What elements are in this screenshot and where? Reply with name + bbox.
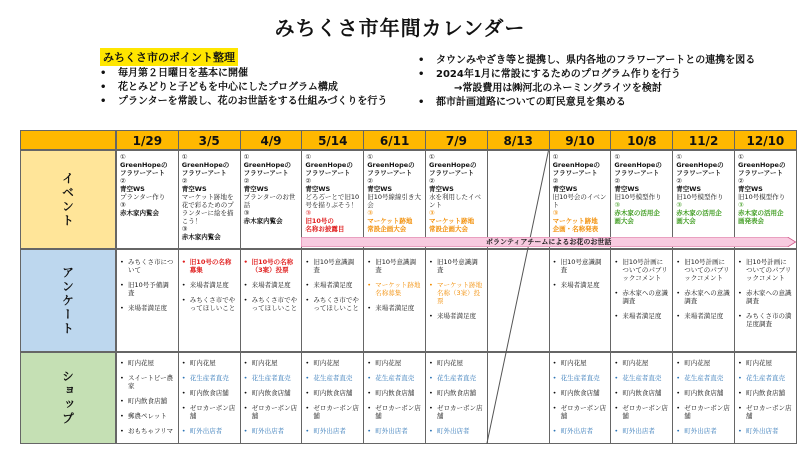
event-line: ② bbox=[243, 177, 250, 185]
event-line: ① bbox=[614, 153, 621, 161]
shop-item: • 町内飲食店舗 bbox=[182, 389, 237, 397]
date-header: 3/5 bbox=[178, 130, 241, 150]
event-line: フラワーアート bbox=[738, 169, 783, 177]
event-line: 赤木家内覧会 bbox=[120, 209, 159, 217]
enquete-item: • 旧10号意識調査 bbox=[429, 258, 484, 274]
event-line: フラワーアート bbox=[181, 169, 227, 177]
point-subitem: →常設費用は㈱河北のネーミングライツを検討 bbox=[454, 83, 662, 94]
shop-item: • スイートピー農家 bbox=[120, 374, 175, 390]
shop-item: • ゼロカーボン店舗 bbox=[305, 404, 360, 420]
enquete-item: • 旧10号計画についてのパブリックコメント bbox=[738, 258, 793, 282]
shop-item: • 町内飲食店舗 bbox=[367, 389, 422, 397]
strike-line bbox=[487, 150, 549, 444]
event-line: ② bbox=[120, 177, 126, 185]
event-line: フラワーアート bbox=[552, 169, 598, 177]
event-line: ① bbox=[367, 153, 374, 161]
event-line: ① bbox=[429, 153, 435, 161]
shop-item: • 町外出店者 bbox=[429, 427, 484, 435]
event-line: ① bbox=[552, 153, 559, 161]
event-line: ① bbox=[243, 153, 250, 161]
event-line: GreenHopeの bbox=[552, 161, 601, 169]
event-line: GreenHopeの bbox=[614, 161, 662, 169]
points-heading: みちくさ市のポイント整理 bbox=[100, 48, 238, 66]
event-line: フラワーアート bbox=[676, 169, 722, 177]
event-line: フラワーアート bbox=[305, 169, 351, 177]
date-header: 8/13 bbox=[487, 130, 550, 150]
event-line: ③ bbox=[738, 201, 744, 209]
event-line: ③ bbox=[614, 201, 621, 209]
event-line: ② bbox=[676, 177, 683, 185]
shop-item: • 町外出店者 bbox=[244, 427, 299, 435]
event-line: ② bbox=[305, 177, 312, 185]
event-line: ③ bbox=[429, 209, 435, 217]
shop-item: • 町外出店者 bbox=[182, 427, 237, 435]
event-line: GreenHopeの bbox=[367, 161, 415, 169]
shop-item: • 町内花屋 bbox=[120, 359, 175, 367]
row-label-text: ショップ bbox=[60, 370, 75, 426]
enquete-item: • 来場者満足度 bbox=[367, 304, 422, 312]
event-line: GreenHopeの bbox=[181, 161, 230, 169]
enquete-item: • 来場者満足度 bbox=[676, 312, 731, 320]
shop-item: • ゼロカーボン店舗 bbox=[429, 404, 484, 420]
event-line: 青空WS bbox=[120, 185, 145, 193]
enquete-item: • 旧10号の名称（3案）投票 bbox=[244, 258, 299, 274]
event-line: 青空WS bbox=[181, 185, 207, 193]
event-line: ① bbox=[181, 153, 188, 161]
shop-item: • ゼロカーボン店舗 bbox=[614, 404, 669, 420]
event-line: 名称お披露目 bbox=[305, 225, 345, 233]
event-line: ② bbox=[738, 177, 744, 185]
shop-item: • ゼロカーボン店舗 bbox=[676, 404, 731, 420]
shop-item: • 町内花屋 bbox=[429, 359, 484, 367]
event-line: 旧10号模型作り bbox=[676, 193, 724, 201]
event-line: 画大会 bbox=[676, 217, 696, 225]
shop-item: • ゼロカーボン店舗 bbox=[367, 404, 422, 420]
event-line: 常設企画大会 bbox=[367, 225, 407, 233]
event-line: 画大会 bbox=[614, 217, 634, 225]
enquete-item: • みちくさ市の満足度調査 bbox=[738, 312, 793, 328]
shop-item: • ゼロカーボン店舗 bbox=[182, 404, 237, 420]
shop-item: • 町内飲食店舗 bbox=[738, 389, 793, 397]
calendar-table bbox=[20, 130, 796, 444]
shop-item: • 町内花屋 bbox=[676, 359, 731, 367]
volunteer-banner bbox=[301, 237, 796, 247]
event-line: ① bbox=[738, 153, 744, 161]
event-line: GreenHopeの bbox=[120, 161, 168, 169]
point-item: • 花とみどりと子どもを中心にしたプログラム構成 bbox=[100, 81, 387, 95]
shop-item: • 町内花屋 bbox=[305, 359, 360, 367]
event-line: ② bbox=[367, 177, 374, 185]
date-header: 5/14 bbox=[301, 130, 364, 150]
event-line: 赤木家内覧会 bbox=[181, 233, 221, 241]
shop-item: • 町内花屋 bbox=[553, 359, 608, 367]
event-line: 旧10号の bbox=[305, 217, 334, 225]
point-item: • プランターを常設し、花のお世話をする仕組みづくりを行う bbox=[100, 95, 387, 109]
event-line: 青空WS bbox=[243, 185, 269, 193]
event-line: 画発表会 bbox=[738, 217, 764, 225]
enquete-item: • 旧10号の名称募集 bbox=[182, 258, 237, 274]
event-line: 赤木家の活用企 bbox=[676, 209, 722, 217]
enquete-item: • 旧10号意識調査 bbox=[367, 258, 422, 274]
enquete-item: • 赤木家への意識調査 bbox=[676, 289, 731, 305]
event-line: 青空WS bbox=[429, 185, 454, 193]
date-header: 4/9 bbox=[240, 130, 303, 150]
event-line: ① bbox=[120, 153, 126, 161]
shop-item: • 町内飲食店舗 bbox=[120, 397, 175, 405]
enquete-item: • 来場者満足度 bbox=[244, 281, 299, 289]
shop-item: • 郵農ペレット bbox=[120, 412, 175, 420]
event-line: ① bbox=[305, 153, 312, 161]
shop-item: • 町外出店者 bbox=[553, 427, 608, 435]
event-line: どろろ゙ーとで旧10号を描りぶそう！ bbox=[305, 193, 360, 209]
event-line: 水を利用したイベント bbox=[429, 193, 481, 209]
shop-item: • 町内花屋 bbox=[182, 359, 237, 367]
shop-item: • 町内花屋 bbox=[614, 359, 669, 367]
enquete-item: • 赤木家への意識調査 bbox=[614, 289, 669, 305]
shop-item: • 花生産者直売 bbox=[367, 374, 422, 382]
enquete-item: • 旧10号意識調査 bbox=[553, 258, 608, 274]
date-header: 6/11 bbox=[363, 130, 426, 150]
date-header: 10/8 bbox=[610, 130, 673, 150]
event-line: 青空WS bbox=[552, 185, 578, 193]
event-line: フラワーアート bbox=[367, 169, 413, 177]
enquete-item: • みちくさ市でやってほしいこと bbox=[182, 296, 237, 312]
event-line: マーケット跡地 bbox=[367, 217, 413, 225]
event-line: ② bbox=[429, 177, 435, 185]
event-line: ③ bbox=[676, 201, 683, 209]
event-line: 企画・名称発表 bbox=[552, 225, 599, 233]
point-item: • 都市計画道路についての町民意見を集める bbox=[418, 96, 755, 110]
event-line: ③ bbox=[243, 209, 250, 217]
date-header: 9/10 bbox=[549, 130, 612, 150]
shop-item: • 町内飲食店舗 bbox=[553, 389, 608, 397]
enquete-item: • 旧10号意識調査 bbox=[305, 258, 360, 274]
shop-item: • おもちゃフリマ bbox=[120, 427, 175, 435]
enquete-item: • マーケット跡地名称（3案）投票 bbox=[429, 281, 484, 305]
date-header: 11/2 bbox=[672, 130, 735, 150]
shop-item: • 花生産者直売 bbox=[182, 374, 237, 382]
shop-item: • 町内飲食店舗 bbox=[305, 389, 360, 397]
enquete-item: • みちくさ市でやってほしいこと bbox=[244, 296, 299, 312]
event-line: フラワーアート bbox=[120, 169, 165, 177]
event-line: ② bbox=[614, 177, 621, 185]
shop-item: • 町内飲食店舗 bbox=[676, 389, 731, 397]
event-line: GreenHopeの bbox=[305, 161, 353, 169]
shop-item: • 町外出店者 bbox=[305, 427, 360, 435]
event-line: ③ bbox=[367, 209, 374, 217]
row-label-text: アンケート bbox=[60, 265, 75, 336]
event-line: 赤木家の活用企 bbox=[738, 209, 784, 217]
date-header: 12/10 bbox=[734, 130, 797, 150]
shop-item: • ゼロカーボン店舗 bbox=[738, 404, 793, 420]
enquete-item: • 来場者満足度 bbox=[614, 312, 669, 320]
enquete-item: • マーケット跡地名称募集 bbox=[367, 281, 422, 297]
volunteer-banner-text: ボランティアチームによるお花のお世話 bbox=[485, 238, 612, 246]
points-right-list bbox=[418, 54, 755, 110]
enquete-item: • 赤木家への意識調査 bbox=[738, 289, 793, 305]
event-line: ③ bbox=[305, 209, 312, 217]
shop-item: • 花生産者直売 bbox=[614, 374, 669, 382]
points-left-list bbox=[100, 67, 387, 109]
event-line: ② bbox=[552, 177, 559, 185]
shop-item: • 町外出店者 bbox=[738, 427, 793, 435]
event-line: フラワーアート bbox=[243, 169, 289, 177]
date-header: 7/9 bbox=[425, 130, 488, 150]
event-line: フラワーアート bbox=[429, 169, 474, 177]
cancelled-column-strike bbox=[20, 130, 796, 444]
event-line: マーケット跡地を花で彩るためのプランターに絵を描こう！ bbox=[181, 193, 234, 225]
enquete-item: • みちくさ市でやってほしいこと bbox=[305, 296, 360, 312]
event-line: マーケット跡地 bbox=[429, 217, 475, 225]
event-line: 赤木家の活用企 bbox=[614, 209, 660, 217]
shop-item: • 町内花屋 bbox=[244, 359, 299, 367]
event-line: フラワーアート bbox=[614, 169, 660, 177]
event-line: 旧10号模型作り bbox=[614, 193, 662, 201]
shop-item: • 花生産者直売 bbox=[305, 374, 360, 382]
shop-item: • 町内飲食店舗 bbox=[244, 389, 299, 397]
event-line: 常設企画大会 bbox=[429, 225, 468, 233]
enquete-item: • 旧10号計画についてのパブリックコメント bbox=[676, 258, 731, 282]
event-line: 旧10号模型作り bbox=[738, 193, 786, 201]
enquete-item: • 旧10号予備調査 bbox=[120, 281, 175, 297]
event-line: ① bbox=[676, 153, 683, 161]
enquete-item: • 来場者満足度 bbox=[120, 304, 175, 312]
event-line: 旧10号線線引き大会 bbox=[367, 193, 421, 209]
shop-item: • 町外出店者 bbox=[367, 427, 422, 435]
enquete-item: • みちくさ市について bbox=[120, 258, 175, 274]
event-line: プランターのお世話 bbox=[243, 193, 296, 209]
event-line: 赤木家内覧会 bbox=[243, 217, 283, 225]
shop-item: • 町外出店者 bbox=[614, 427, 669, 435]
event-line: GreenHopeの bbox=[243, 161, 292, 169]
point-item: • タウンみやざき等と提携し、県内各地のフラワーアートとの連携を図る bbox=[418, 54, 755, 68]
shop-item: • 町内花屋 bbox=[738, 359, 793, 367]
shop-item: • 花生産者直売 bbox=[244, 374, 299, 382]
shop-item: • 花生産者直売 bbox=[553, 374, 608, 382]
event-line: 青空WS bbox=[676, 185, 702, 193]
event-line: ③ bbox=[120, 201, 126, 209]
event-line: ③ bbox=[552, 209, 559, 217]
event-line: プランター作り bbox=[120, 193, 166, 201]
shop-item: • ゼロカーボン店舗 bbox=[244, 404, 299, 420]
enquete-item: • 来場者満足度 bbox=[553, 281, 608, 289]
enquete-item: • 来場者満足度 bbox=[182, 281, 237, 289]
shop-item: • ゼロカーボン店舗 bbox=[553, 404, 608, 420]
date-header: 1/29 bbox=[116, 130, 179, 150]
shop-item: • 町内飲食店舗 bbox=[614, 389, 669, 397]
enquete-item: • 来場者満足度 bbox=[305, 281, 360, 289]
shop-item: • 花生産者直売 bbox=[429, 374, 484, 382]
row-label-text: イベント bbox=[60, 171, 75, 228]
event-line: GreenHopeの bbox=[429, 161, 477, 169]
event-line: ③ bbox=[181, 225, 188, 233]
point-item: • 2024年1月に常設にするためのプログラム作りを行う bbox=[418, 68, 755, 82]
point-item: • 毎月第２日曜日を基本に開催 bbox=[100, 67, 387, 81]
event-line: GreenHopeの bbox=[676, 161, 724, 169]
shop-item: • 町内花屋 bbox=[367, 359, 422, 367]
event-line: マーケット跡地 bbox=[552, 217, 598, 225]
event-line: 青空WS bbox=[305, 185, 331, 193]
enquete-item: • 旧10号計画についてのパブリックコメント bbox=[614, 258, 669, 282]
page-title: みちくさ市年間カレンダー bbox=[274, 16, 526, 40]
enquete-item: • 来場者満足度 bbox=[429, 312, 484, 320]
shop-item: • 町外出店者 bbox=[676, 427, 731, 435]
event-line: 青空WS bbox=[738, 185, 763, 193]
shop-item: • 町内飲食店舗 bbox=[429, 389, 484, 397]
event-line: 青空WS bbox=[614, 185, 640, 193]
shop-item: • 花生産者直売 bbox=[738, 374, 793, 382]
event-line: ② bbox=[181, 177, 188, 185]
shop-item: • 花生産者直売 bbox=[676, 374, 731, 382]
event-line: 青空WS bbox=[367, 185, 393, 193]
event-line: GreenHopeの bbox=[738, 161, 786, 169]
event-line: 旧10号会のイベント bbox=[552, 193, 607, 209]
